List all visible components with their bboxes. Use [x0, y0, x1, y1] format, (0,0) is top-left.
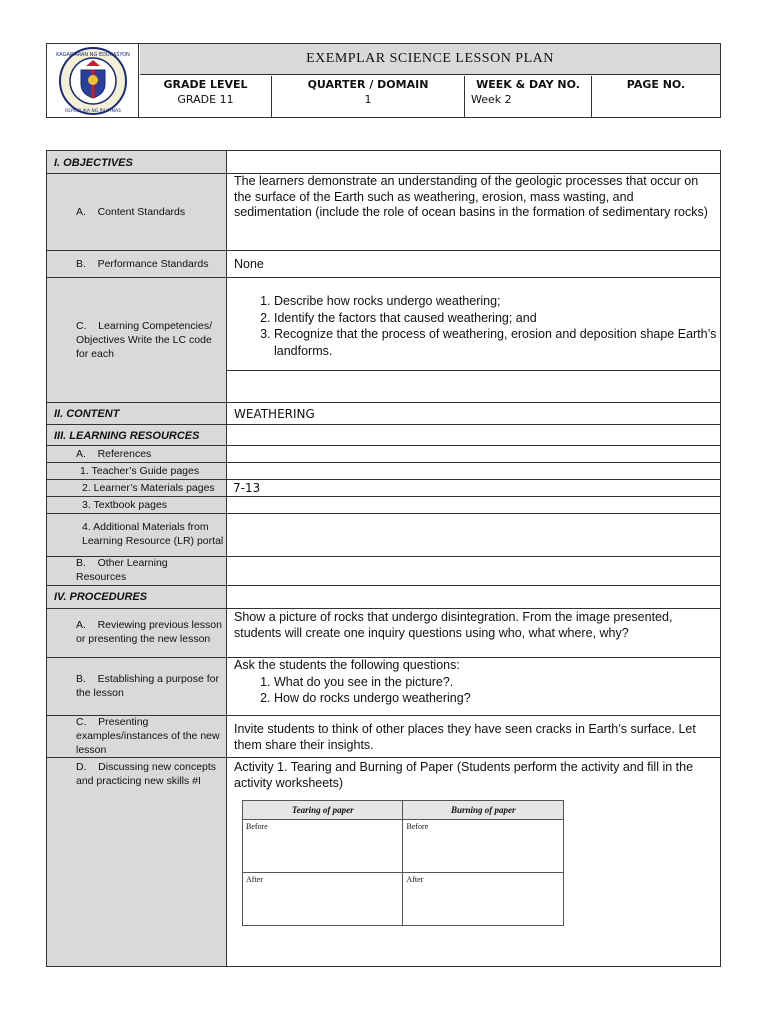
competency-item: 3. Recognize that the process of weathering, erosion and deposition shape Earth’s landforms. — [274, 326, 718, 359]
learners-materials-value: 7-13 — [233, 481, 261, 495]
quarter-domain-label: QUARTER / DOMAIN — [307, 78, 429, 91]
quarter-domain-value: 1 — [364, 93, 372, 106]
procedure-b-label: B. Establishing a purpose for the lesson — [76, 673, 219, 699]
procedure-b-intro: Ask the students the following questions: — [234, 658, 460, 672]
page-no-cell — [592, 76, 720, 117]
week-day-value: Week 2 — [471, 93, 512, 106]
performance-standards-value: None — [234, 257, 264, 271]
activity-worksheet — [242, 800, 564, 924]
quarter-domain-cell — [272, 76, 465, 117]
grade-level-value: GRADE 11 — [177, 93, 234, 106]
procedure-c-value: Invite students to think of other places they have seen cracks in Earth’s surface. Let them share their insights. — [234, 722, 696, 752]
procedure-b-value — [228, 656, 718, 712]
procedure-d-label: D. Discussing new concepts and practicing new skills #I — [76, 761, 217, 787]
competency-item: 2. Identify the factors that caused weathering; and — [274, 310, 718, 327]
procedure-c-label: C. Presenting examples/instances of the new lesson — [76, 716, 220, 756]
worksheet-col-burning: Burning of paper — [403, 801, 564, 820]
procedure-a-label: A. Reviewing previous lesson or presenting the new lesson — [76, 619, 222, 645]
textbook-pages-label: 3. Textbook pages — [82, 499, 168, 511]
deped-seal-icon — [56, 46, 130, 116]
objectives-heading: I. OBJECTIVES — [54, 156, 133, 169]
learning-competencies-list — [228, 293, 718, 363]
worksheet-cell-before: Before — [243, 820, 403, 873]
learning-resources-heading: III. LEARNING RESOURCES — [54, 429, 200, 442]
content-standards-value: The learners demonstrate an understanding of the geologic processes that occur on the surface of the Earth such as weathering, erosion, mass wasting, and sedimentation (include the role of ocean basins in the formation of sedimentary rocks) — [234, 174, 708, 219]
procedures-heading: IV. PROCEDURES — [54, 591, 148, 603]
grade-level-label: GRADE LEVEL — [163, 78, 248, 91]
procedure-a-value: Show a picture of rocks that undergo disintegration. From the image presented, students will create one inquiry questions using who, what where, why? — [234, 610, 673, 640]
grade-level-cell — [140, 76, 272, 117]
worksheet-cell-after: After — [403, 873, 564, 926]
question-item: 1. What do you see in the picture?. — [274, 674, 718, 690]
worksheet-cell-after: After — [243, 873, 403, 926]
week-day-label: WEEK & DAY NO. — [476, 78, 580, 91]
content-standards-label: A. Content Standards — [76, 206, 186, 218]
content-heading: II. CONTENT — [54, 407, 120, 420]
svg-text:KAGAWARAN NG EDUKASYON: KAGAWARAN NG EDUKASYON — [55, 51, 130, 58]
page-no-label: PAGE NO. — [626, 78, 686, 91]
question-item: 2. How do rocks undergo weathering? — [274, 690, 718, 706]
performance-standards-label: B. Performance Standards — [76, 258, 209, 270]
lesson-plan-title: EXEMPLAR SCIENCE LESSON PLAN — [140, 44, 720, 75]
learning-competencies-label: C. Learning Competencies/ Objectives Write the LC code for each — [76, 320, 212, 360]
other-resources-label: B. Other Learning Resources — [76, 557, 168, 583]
learners-materials-label: 2. Learner’s Materials pages — [82, 482, 215, 494]
procedure-d-value: Activity 1. Tearing and Burning of Paper (Students perform the activity and fill in the activity worksheets) — [234, 760, 694, 790]
worksheet-col-tearing: Tearing of paper — [243, 801, 403, 820]
teachers-guide-label: 1. Teacher’s Guide pages — [80, 465, 200, 477]
svg-text:REPUBLIKA NG PILIPINAS: REPUBLIKA NG PILIPINAS — [64, 108, 121, 114]
additional-materials-label: 4. Additional Materials from Learning Resource (LR) portal — [82, 521, 224, 547]
competency-item: 1. Describe how rocks undergo weathering; — [274, 293, 718, 310]
content-value: WEATHERING — [234, 406, 315, 421]
worksheet-cell-before: Before — [403, 820, 564, 873]
references-label: A. References — [76, 448, 152, 460]
week-day-cell — [465, 76, 592, 117]
seal-logo — [47, 44, 139, 117]
